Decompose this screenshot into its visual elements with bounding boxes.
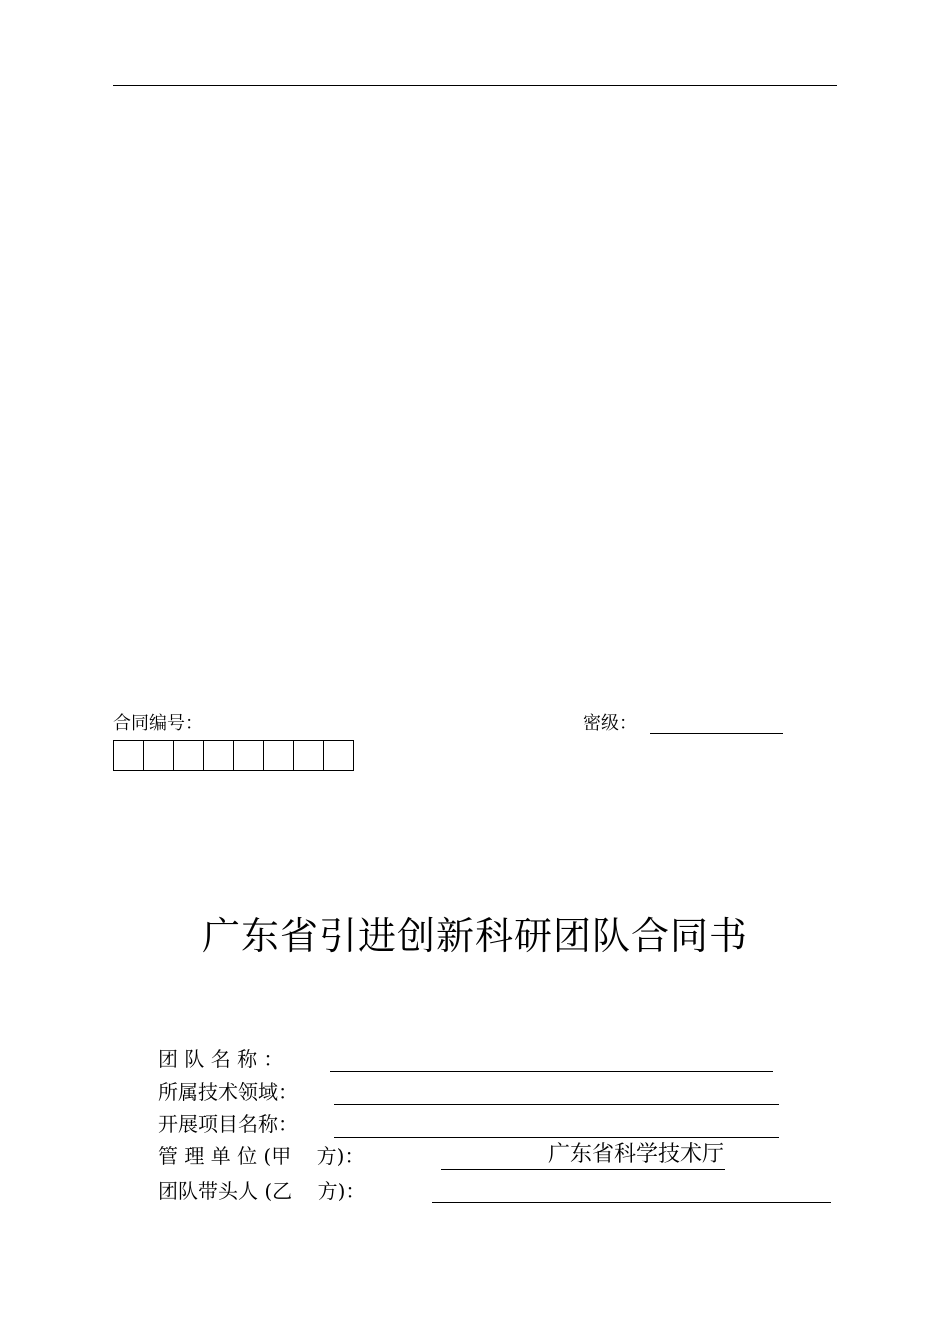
secret-level-label: 密级： [583, 713, 637, 734]
tech-field-field[interactable] [334, 1104, 779, 1105]
contract-number-label: 合同编号： [113, 713, 203, 734]
management-unit-field[interactable] [441, 1169, 725, 1170]
team-name-label: 团 队 名 称 ： [158, 1047, 284, 1071]
contract-number-box[interactable] [203, 740, 234, 771]
document-title: 广东省引进创新科研团队合同书 [201, 914, 748, 958]
team-leader-label: 团队带头人 (乙 方)： [158, 1179, 366, 1203]
contract-number-box[interactable] [263, 740, 294, 771]
contract-number-box[interactable] [323, 740, 354, 771]
contract-number-box[interactable] [113, 740, 144, 771]
management-unit-label: 管 理 单 位 (甲 方)： [158, 1144, 365, 1168]
team-leader-field[interactable] [432, 1202, 831, 1203]
contract-number-box[interactable] [233, 740, 264, 771]
secret-level-field[interactable] [650, 733, 783, 734]
contract-number-box[interactable] [293, 740, 324, 771]
management-unit-value: 广东省科学技术厅 [547, 1142, 724, 1167]
tech-field-label: 所属技术领域： [158, 1080, 298, 1104]
project-name-label: 开展项目名称： [158, 1112, 298, 1136]
project-name-field[interactable] [334, 1137, 779, 1138]
contract-number-box[interactable] [143, 740, 174, 771]
team-name-field[interactable] [330, 1071, 773, 1072]
contract-number-box[interactable] [173, 740, 204, 771]
contract-number-boxes [113, 740, 353, 771]
header-rule [113, 85, 837, 86]
